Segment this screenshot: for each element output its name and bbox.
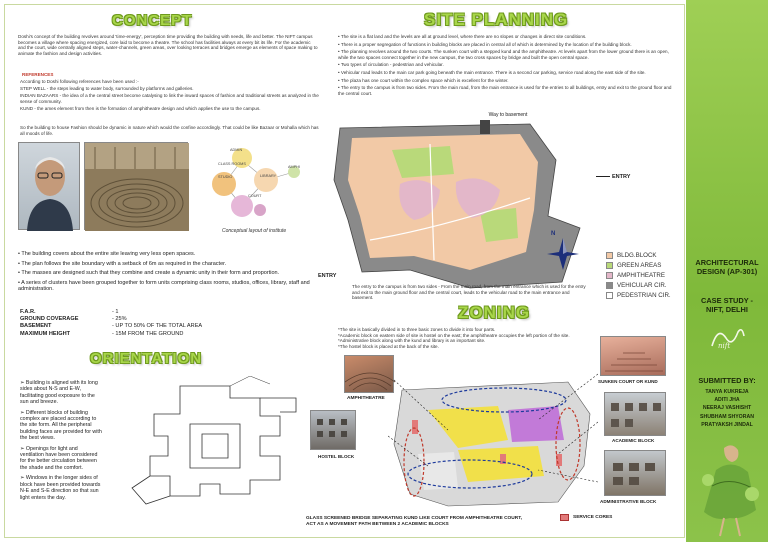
north-label: N (551, 231, 556, 237)
site-planning-heading: SITE PLANNING (424, 10, 569, 29)
service-cores-swatch (560, 514, 569, 521)
bridge-caption: GLASS SCREENED BRIDGE SEPARATING KUND LIKE COURT FROM AMPHITHEATRE COURT, ACT AS A MOVEMENT PATH BETWEEN 2 ACADEMIC BLOCKS (306, 516, 522, 527)
references-intro: According to Doshi following references have been used :- (20, 79, 139, 84)
hostel-zone (418, 452, 458, 490)
architect-portrait-photo (18, 142, 80, 230)
reference-indian-bazaars: INDIAN BAZAARS - the idea of a the central street become catalysing to link the inward spaces of fashion and traditional streets as analyzed in the sense of community. (20, 93, 319, 104)
legend-swatch (606, 272, 613, 279)
site-planning-point: • There is a proper segregation of functions in building blocks are placed in central all of which is determined by the location of the building block. (338, 41, 632, 47)
academic-label: ACADEMIC BLOCK (612, 438, 655, 443)
bubble-label: COURT (248, 194, 262, 198)
site-planning-points (338, 34, 678, 96)
site-plan-caption: The entry to the campus is from two sides - From the main road, from the main entrance which is used for the entry and exit to the main ground floor and the central court, leads to the vehicular road to the main entrance and basement. (352, 284, 586, 301)
bubble-c (254, 168, 278, 192)
legend-label: BLDG.BLOCK (617, 252, 657, 259)
orientation-point: ➢ Different blocks of building complex are placed according to the site form. All the peripheral building faces are provided for with the best views. (20, 409, 102, 442)
legend-label: PEDESTRIAN CIR. (617, 292, 671, 299)
team-member: NEERAJ VASHISHT (702, 405, 752, 412)
academic-photo (604, 392, 666, 436)
title-sidebar (686, 0, 768, 542)
east-entry-arrow (596, 176, 610, 177)
amphitheatre-photo (344, 355, 394, 393)
concept-heading: CONCEPT (112, 12, 193, 29)
concept-bubble-diagram (194, 140, 324, 226)
admin-label: ADMINISTRATIVE BLOCK (600, 499, 657, 504)
site-planning-point: • The site is a flat land and the levels are all at ground level, where there are no slopes or changes in direct site conditions. (338, 34, 587, 39)
bubble-label: ADMIN (230, 148, 243, 152)
stepwell-photo (84, 142, 188, 230)
bubble-label: AMPHI (288, 165, 301, 169)
zoning-point: *The hostel block is placed at the back of the site. (338, 343, 439, 349)
site-planning-point: • The plaza has one court within the complex space which is excellent for the winter. (338, 77, 509, 83)
case-study-title: CASE STUDY - NIFT, DELHI (700, 296, 754, 314)
west-entry-label: ENTRY (318, 273, 337, 279)
concept-bullet: • The plan follows the site boundary with a setback of 6m as required in the character. (18, 260, 227, 267)
zoning-heading: ZONING (458, 303, 531, 322)
concept-bullet: • The masses are designed such that they combine and create a dynamic unity in their form and proportion. (18, 270, 280, 277)
bubble-d (231, 195, 253, 217)
submitted-by-label: SUBMITTED BY: (698, 376, 756, 385)
legend-swatch (606, 282, 613, 289)
reference-step-well: STEP WELL - the steps leading to water body, surrounded by platforms and galleries. (20, 86, 194, 91)
zoning-point: *Academic block on eastern side of site is hostel on the east; the amphitheatre occupies the left portion of the site. (338, 332, 570, 338)
legend-label: AMPHITHEATRE (617, 272, 666, 279)
orientation-point: ➢ Windows in the longer sides of block have been provided towards N-E and S-E direction so that sun light enters the day. (20, 475, 101, 501)
legend-swatch (606, 262, 613, 269)
legend-swatch (606, 292, 613, 299)
zoning-plan-drawing (388, 370, 598, 512)
concept-closing: So the building to house Fashion should be dynamic in nature which would the confine accordingly. That could be like Bazaar or Mohalla which has all moods of life. (20, 125, 319, 136)
reference-kund: KUND - the ames element from then is the formation of amphitheatre design and which applies the use to the campus. (20, 106, 261, 111)
orientation-plan-drawing (110, 376, 320, 526)
site-stats-table (20, 309, 320, 338)
bubble-label: LIBRARY (260, 174, 277, 178)
east-entry-label: ENTRY (612, 174, 631, 180)
team-names (686, 388, 768, 429)
bubble-label: CLASS ROOMS (218, 162, 246, 166)
concept-bullets (18, 251, 318, 293)
team-member: PRATYAKSH JINDAL (701, 421, 753, 428)
site-planning-point: • Two types of circulation - pedestrian and vehicular. (338, 62, 444, 68)
nift-logo-text: nift (718, 342, 731, 350)
fashion-illustration (694, 440, 764, 538)
concept-bullet: • The building covers about the entire site leaving very less open spaces. (18, 251, 196, 257)
site-planning-point: • The planning revolves around the two courts. The sunken court with a stepped kund and the amphitheatre. At levels apart from the lower ground there is an open, while the two spaces connect together in the new campus, the two cross spaces by bridge and built the open central space. (338, 49, 669, 60)
diagram-caption: Conceptual layout of institute (222, 228, 287, 234)
site-planning-point: • Vehicular road leads to the main car park going beneath the main entrance. There is a second car parking, service road along the east side of the site. (338, 69, 646, 75)
hostel-label: HOSTEL BLOCK (318, 454, 355, 459)
legend-swatch (606, 252, 613, 259)
bubble-label: STUDIO (218, 175, 233, 179)
stat-row: GROUND COVERAGE - 25% (20, 316, 127, 323)
course-title: ARCHITECTURAL DESIGN (AP-301) (695, 258, 759, 276)
orientation-point: ➢ Openings for light and ventilation have been considered for the better circulation between the shade and the comfort. (20, 445, 98, 471)
stat-row: F.A.R. - 1 (20, 309, 119, 315)
basement-ramp (480, 120, 490, 134)
admin-photo (604, 450, 666, 496)
orientation-points (20, 380, 102, 501)
team-member: TANYA KUKREJA (705, 389, 749, 395)
legend-label: VEHICULAR CIR. (617, 282, 667, 289)
green-area (392, 146, 454, 178)
sunken-court-photo (600, 336, 666, 376)
sunken-court-label: SUNKEN COURT OR KUND (598, 379, 658, 384)
stat-row: MAXIMUM HEIGHT - 15M FROM THE GROUND (20, 330, 184, 337)
orientation-heading: ORIENTATION (90, 350, 203, 367)
references-label: REFERENCES (22, 72, 54, 77)
zoning-point: *Administrative block along with the kund and library is an important site. (338, 338, 486, 344)
concept-bullet: • A series of clusters have been grouped together to form units comprising class rooms, studios, offices, library, staff and administration. (18, 279, 310, 293)
team-member: ADITI JHA (714, 397, 740, 404)
bubble-e (254, 204, 266, 216)
hostel-photo (310, 410, 356, 450)
service-cores-label: SERVICE CORES (573, 515, 613, 520)
stat-row: BASEMENT - UP TO 50% OF THE TOTAL AREA (20, 323, 203, 330)
site-planning-point: • The entry to the campus is from two sides. From the main road, from the main entrance is used for the entries to all buildings, entry and exit to the ground floor and the central court. (338, 85, 672, 96)
way-to-basement-label: Way to basement (488, 112, 528, 118)
legend-label: GREEN AREAS (617, 262, 662, 269)
team-member: SHUBHAM SHYORAN (700, 413, 754, 420)
orientation-point: ➢ Building is aligned with its long sides about N-S and E-W, facilitating good exposure to the sun and breeze. (20, 380, 98, 406)
zoning-point: *The site is basically divided in to three basic zones to divide it into four parts. (338, 327, 496, 332)
north-arrow-icon (545, 236, 581, 272)
site-plan-legend (606, 252, 688, 302)
amphitheatre-label: AMPHITHEATRE (347, 396, 385, 401)
concept-intro: Doshi's concept of the building revolves around 'time-energy', perception time providing the building with needs, life and better. The NIFT campus becomes a village where spacing energized, core laid to become a theatre. The school has facilities always at every bit its life. For the academic and the court, wide centrally aligned steps, water-channels, green areas, over looking terraces and bridges emerge as elements of space making to animate the fashion and design activities. (18, 34, 318, 56)
